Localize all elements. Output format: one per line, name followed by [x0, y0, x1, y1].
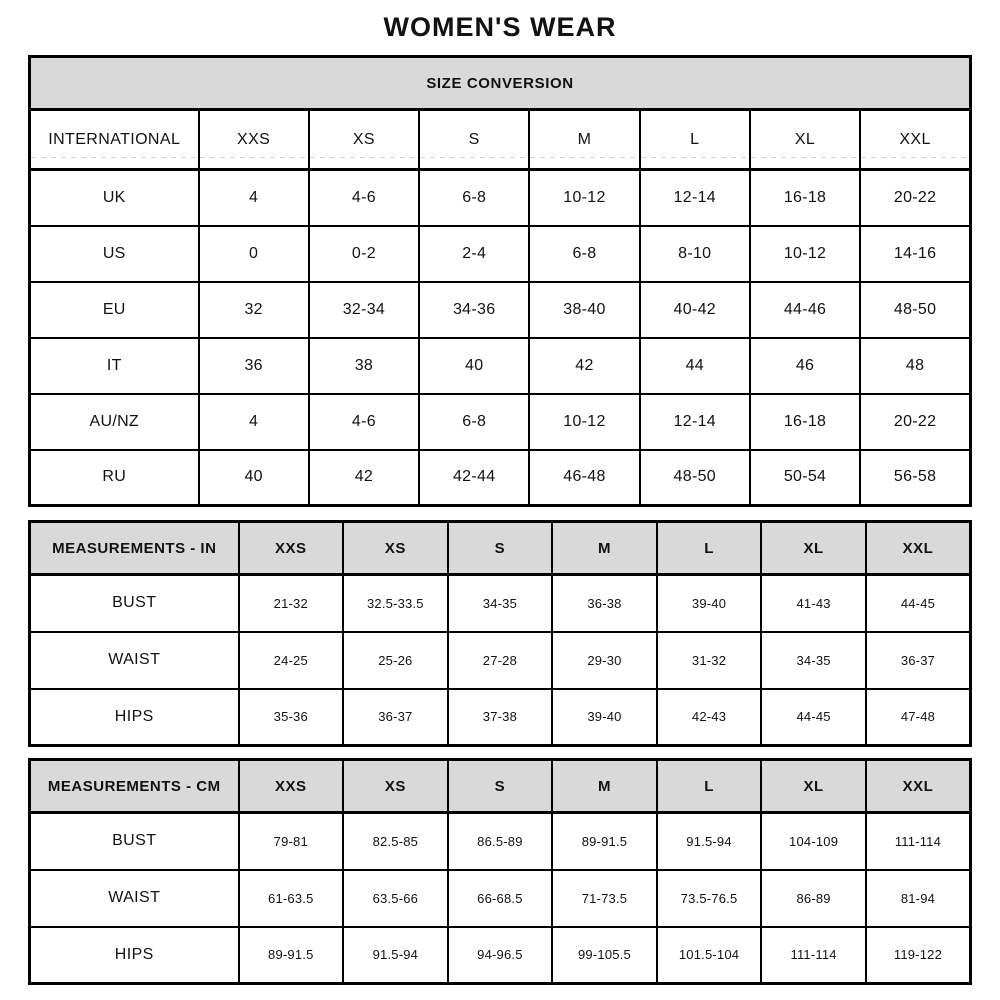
size-header-cell: M [552, 522, 657, 575]
row-label: IT [30, 338, 199, 394]
table-header-row [30, 522, 971, 575]
table-row [30, 870, 971, 927]
measurements-cm-table [28, 758, 972, 985]
value-cell: 104-109 [761, 813, 866, 870]
value-cell: 44-46 [750, 282, 860, 338]
value-cell: 4 [199, 170, 309, 226]
row-label: BUST [30, 575, 239, 632]
table-row [30, 338, 971, 394]
value-cell: 63.5-66 [343, 870, 448, 927]
value-cell: 16-18 [750, 170, 860, 226]
size-conversion-section [28, 55, 972, 507]
value-cell: 24-25 [239, 632, 344, 689]
size-header-cell: XS [343, 760, 448, 813]
value-cell: 37-38 [448, 689, 553, 746]
value-cell: 91.5-94 [657, 813, 762, 870]
value-cell: 20-22 [860, 170, 970, 226]
size-header-cell: XS [343, 522, 448, 575]
row-label: EU [30, 282, 199, 338]
value-cell: 0-2 [309, 226, 419, 282]
value-cell: 79-81 [239, 813, 344, 870]
size-header-cell: L [640, 110, 750, 170]
table-title-row [30, 57, 971, 110]
size-header-cell: XXS [239, 522, 344, 575]
value-cell: 38-40 [529, 282, 639, 338]
measurements-in-table [28, 520, 972, 747]
table-row [30, 282, 971, 338]
value-cell: 27-28 [448, 632, 553, 689]
value-cell: 39-40 [657, 575, 762, 632]
value-cell: 21-32 [239, 575, 344, 632]
value-cell: 2-4 [419, 226, 529, 282]
size-header-cell: S [448, 522, 553, 575]
value-cell: 42 [309, 450, 419, 506]
value-cell: 42 [529, 338, 639, 394]
table-title: SIZE CONVERSION [30, 57, 971, 110]
table-row [30, 632, 971, 689]
row-label: HIPS [30, 927, 239, 984]
value-cell: 48-50 [860, 282, 970, 338]
value-cell: 47-48 [866, 689, 971, 746]
value-cell: 119-122 [866, 927, 971, 984]
value-cell: 111-114 [866, 813, 971, 870]
value-cell: 91.5-94 [343, 927, 448, 984]
page-title: WOMEN'S WEAR [383, 12, 617, 42]
value-cell: 66-68.5 [448, 870, 553, 927]
size-header-cell: XL [761, 522, 866, 575]
value-cell: 4-6 [309, 170, 419, 226]
size-header-cell: XL [750, 110, 860, 170]
value-cell: 0 [199, 226, 309, 282]
value-cell: 81-94 [866, 870, 971, 927]
value-cell: 73.5-76.5 [657, 870, 762, 927]
value-cell: 32-34 [309, 282, 419, 338]
measurements-cm-section [28, 758, 972, 985]
value-cell: 89-91.5 [552, 813, 657, 870]
header-label-cell: MEASUREMENTS - IN [30, 522, 239, 575]
table-row [30, 226, 971, 282]
value-cell: 94-96.5 [448, 927, 553, 984]
size-header-cell: XXS [239, 760, 344, 813]
table-row [30, 813, 971, 870]
table-row [30, 394, 971, 450]
value-cell: 42-44 [419, 450, 529, 506]
value-cell: 44-45 [866, 575, 971, 632]
value-cell: 16-18 [750, 394, 860, 450]
value-cell: 89-91.5 [239, 927, 344, 984]
value-cell: 10-12 [529, 170, 639, 226]
table-header-row [30, 110, 971, 170]
value-cell: 71-73.5 [552, 870, 657, 927]
value-cell: 38 [309, 338, 419, 394]
value-cell: 6-8 [419, 394, 529, 450]
value-cell: 10-12 [529, 394, 639, 450]
value-cell: 36-37 [866, 632, 971, 689]
value-cell: 10-12 [750, 226, 860, 282]
size-header-cell: L [657, 760, 762, 813]
row-label: RU [30, 450, 199, 506]
size-header-cell: M [552, 760, 657, 813]
value-cell: 44-45 [761, 689, 866, 746]
size-header-cell: XXL [860, 110, 970, 170]
value-cell: 36-37 [343, 689, 448, 746]
size-header-cell: L [657, 522, 762, 575]
value-cell: 46-48 [529, 450, 639, 506]
value-cell: 6-8 [529, 226, 639, 282]
row-label: US [30, 226, 199, 282]
size-header-cell: XXS [199, 110, 309, 170]
value-cell: 56-58 [860, 450, 970, 506]
value-cell: 14-16 [860, 226, 970, 282]
value-cell: 34-35 [448, 575, 553, 632]
value-cell: 48 [860, 338, 970, 394]
size-header-cell: S [448, 760, 553, 813]
row-label: HIPS [30, 689, 239, 746]
value-cell: 99-105.5 [552, 927, 657, 984]
value-cell: 39-40 [552, 689, 657, 746]
size-header-cell: XXL [866, 760, 971, 813]
table-header-row [30, 760, 971, 813]
table-row [30, 170, 971, 226]
size-header-cell: XXL [866, 522, 971, 575]
value-cell: 36 [199, 338, 309, 394]
size-header-cell: S [419, 110, 529, 170]
value-cell: 82.5-85 [343, 813, 448, 870]
size-header-cell: XS [309, 110, 419, 170]
value-cell: 34-35 [761, 632, 866, 689]
value-cell: 4 [199, 394, 309, 450]
value-cell: 40-42 [640, 282, 750, 338]
measurements-in-section [28, 520, 972, 747]
value-cell: 12-14 [640, 170, 750, 226]
value-cell: 44 [640, 338, 750, 394]
value-cell: 35-36 [239, 689, 344, 746]
table-row [30, 689, 971, 746]
value-cell: 32.5-33.5 [343, 575, 448, 632]
table-row [30, 450, 971, 506]
value-cell: 8-10 [640, 226, 750, 282]
table-row [30, 927, 971, 984]
value-cell: 41-43 [761, 575, 866, 632]
value-cell: 48-50 [640, 450, 750, 506]
table-row [30, 575, 971, 632]
value-cell: 34-36 [419, 282, 529, 338]
value-cell: 101.5-104 [657, 927, 762, 984]
row-label: BUST [30, 813, 239, 870]
value-cell: 86-89 [761, 870, 866, 927]
value-cell: 4-6 [309, 394, 419, 450]
header-label-cell: INTERNATIONAL [30, 110, 199, 170]
value-cell: 61-63.5 [239, 870, 344, 927]
value-cell: 111-114 [761, 927, 866, 984]
value-cell: 6-8 [419, 170, 529, 226]
value-cell: 40 [419, 338, 529, 394]
value-cell: 42-43 [657, 689, 762, 746]
row-label: UK [30, 170, 199, 226]
size-header-cell: M [529, 110, 639, 170]
value-cell: 46 [750, 338, 860, 394]
value-cell: 32 [199, 282, 309, 338]
value-cell: 29-30 [552, 632, 657, 689]
row-label: WAIST [30, 632, 239, 689]
value-cell: 20-22 [860, 394, 970, 450]
row-label: WAIST [30, 870, 239, 927]
value-cell: 31-32 [657, 632, 762, 689]
row-label: AU/NZ [30, 394, 199, 450]
header-label-cell: MEASUREMENTS - CM [30, 760, 239, 813]
value-cell: 36-38 [552, 575, 657, 632]
size-conversion-table [28, 55, 972, 507]
value-cell: 50-54 [750, 450, 860, 506]
value-cell: 12-14 [640, 394, 750, 450]
size-header-cell: XL [761, 760, 866, 813]
value-cell: 86.5-89 [448, 813, 553, 870]
value-cell: 25-26 [343, 632, 448, 689]
value-cell: 40 [199, 450, 309, 506]
